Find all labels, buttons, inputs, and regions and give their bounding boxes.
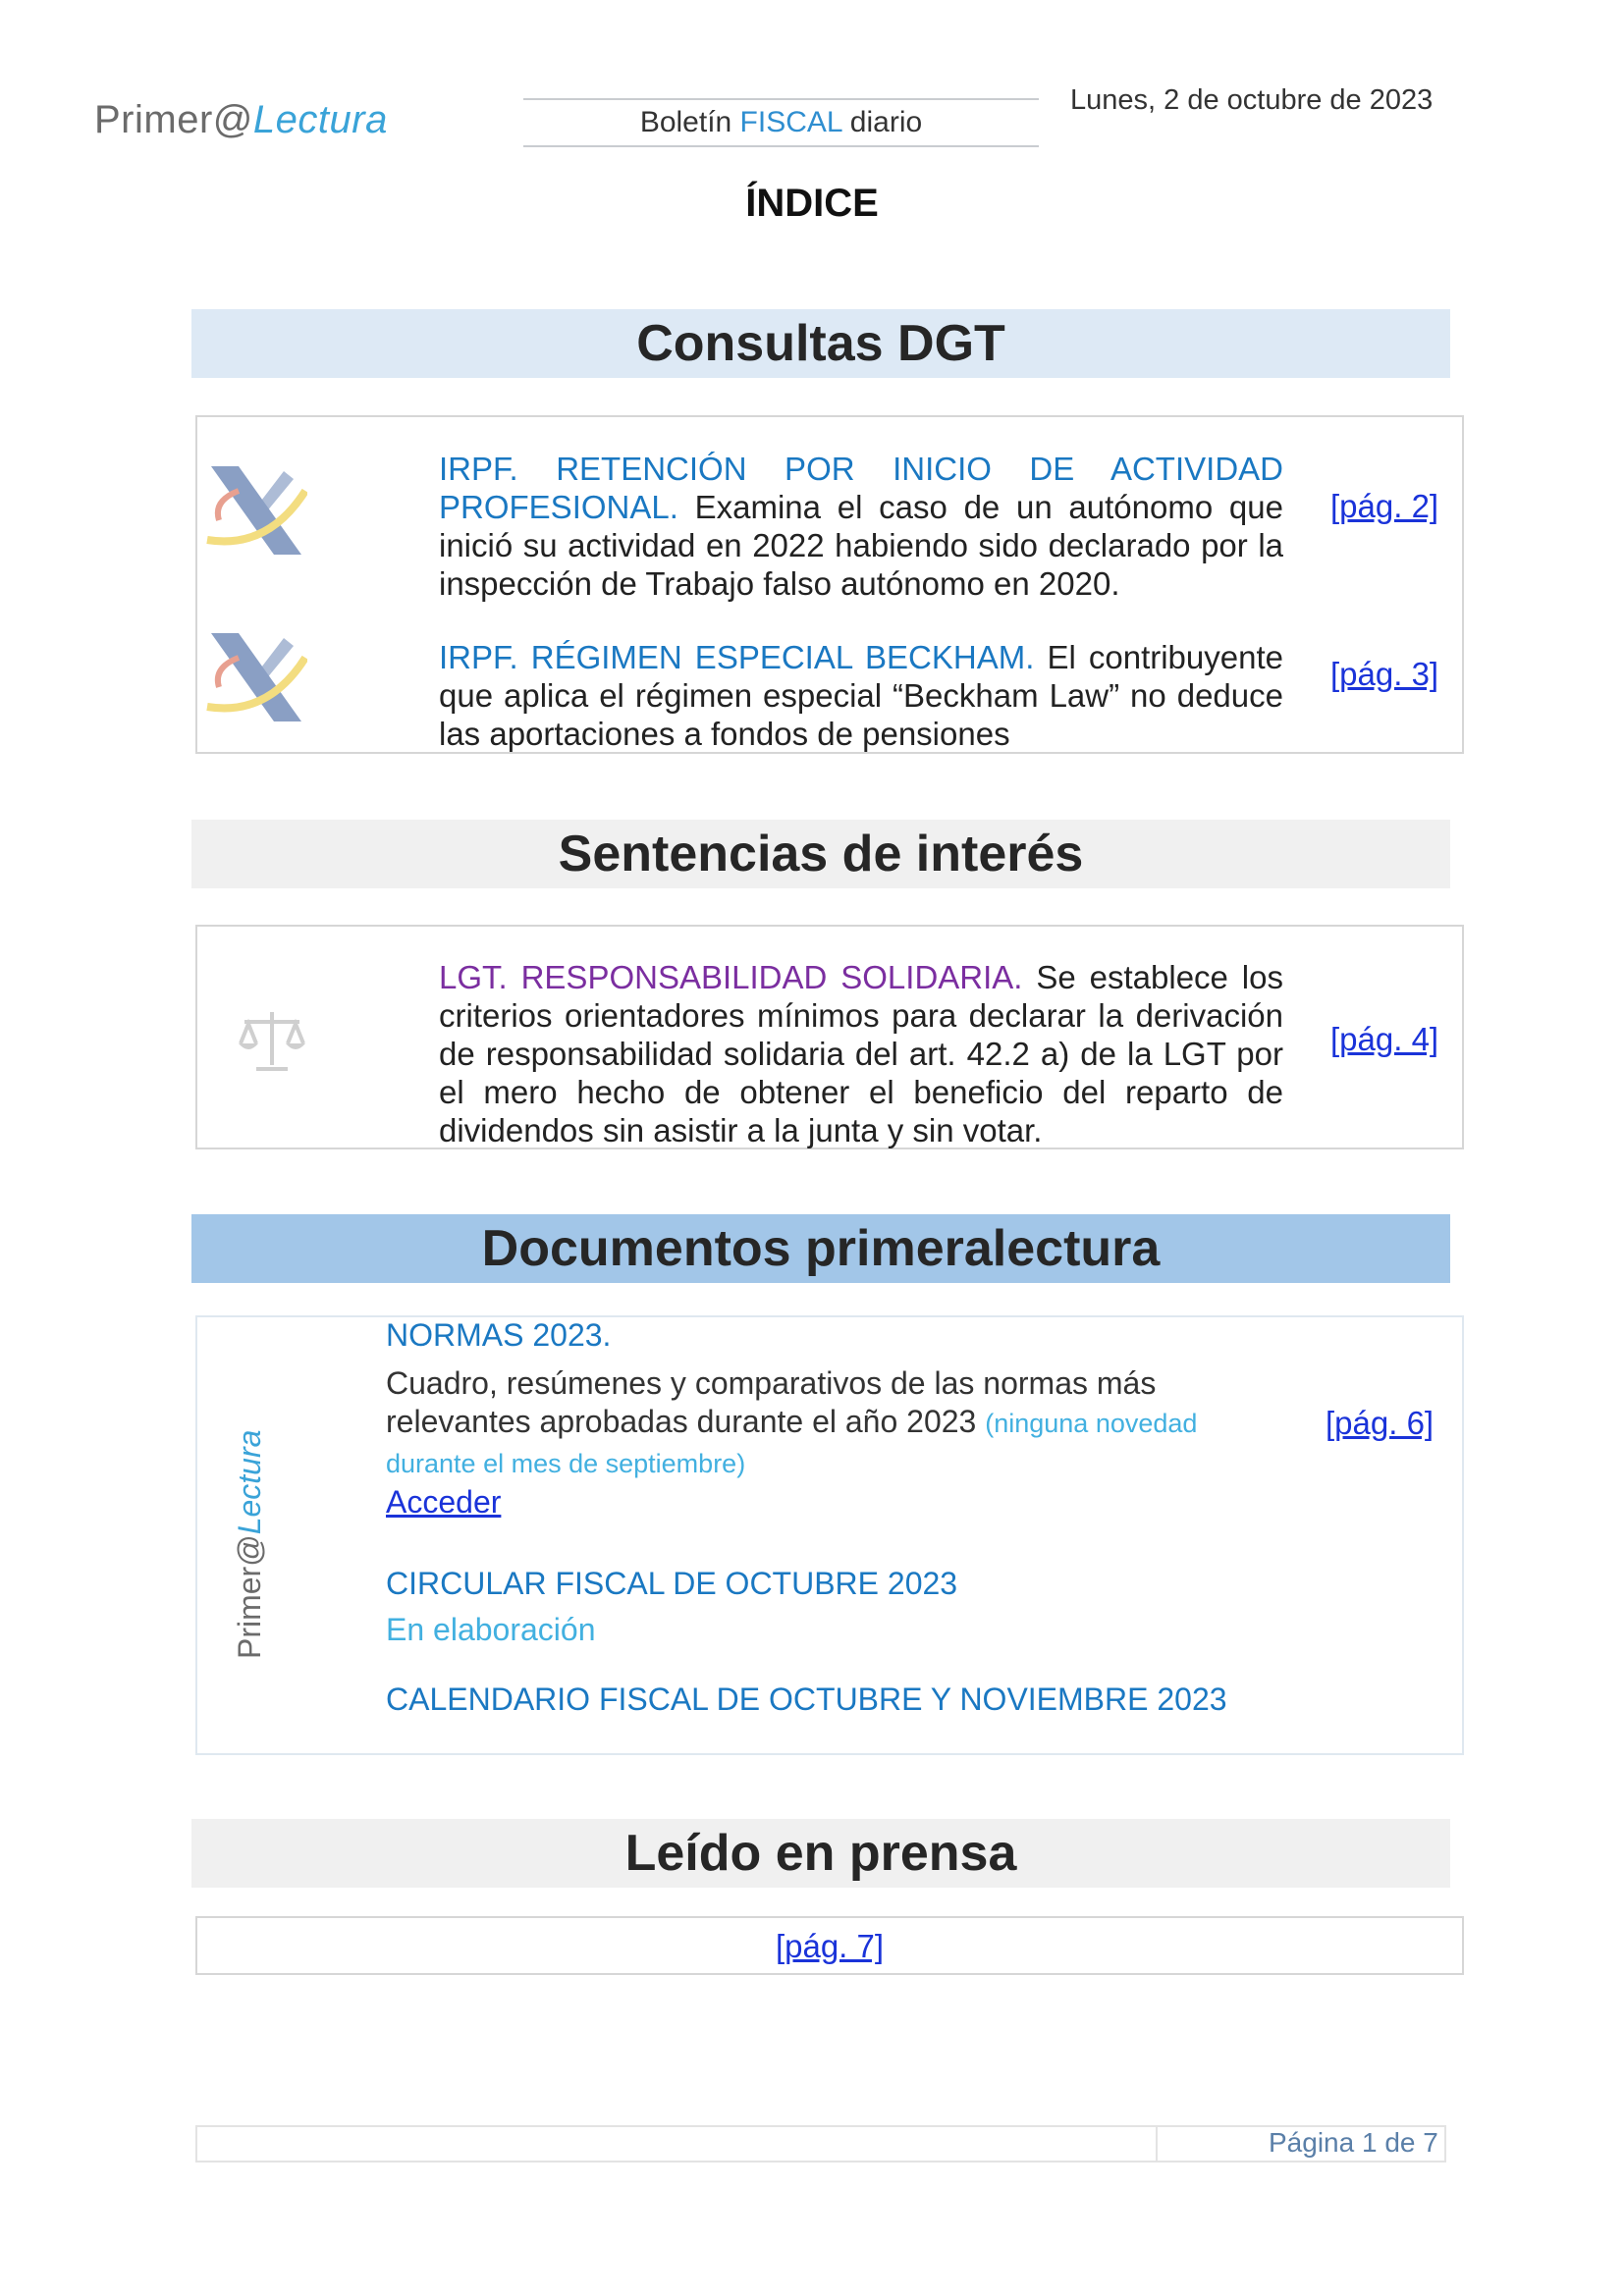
vertical-logo-part2: Lectura bbox=[232, 1429, 267, 1535]
section-title-sentencias: Sentencias de interés bbox=[191, 820, 1450, 888]
section-title-documentos: Documentos primeralectura bbox=[191, 1214, 1450, 1283]
normas-note: (ninguna novedad durante el mes de septiembre) bbox=[386, 1409, 1198, 1478]
calendario-title[interactable]: CALENDARIO FISCAL DE OCTUBRE Y NOVIEMBRE 2023 bbox=[386, 1682, 1227, 1717]
consulta-text: El contribuyente que aplica el régimen especial “Beckham Law” no deduce las aportaciones a fondos de pensiones bbox=[439, 639, 1283, 752]
consulta-entry-2 bbox=[439, 638, 1283, 753]
bulletin-prefix: Boletín bbox=[639, 106, 740, 138]
footer-bar bbox=[195, 2125, 1446, 2163]
consulta-heading[interactable]: IRPF. RETENCIÓN POR INICIO DE ACTIVIDAD PROFESIONAL. bbox=[439, 451, 1283, 525]
section-title-prensa: Leído en prensa bbox=[191, 1819, 1450, 1888]
normas-text: Cuadro, resúmenes y comparativos de las normas más relevantes aprobadas durante el año 2023 bbox=[386, 1365, 1157, 1439]
acceder-link[interactable]: Acceder bbox=[386, 1484, 502, 1520]
page-number: Página 1 de 7 bbox=[1269, 2127, 1438, 2158]
brand-logo-part2: Lectura bbox=[252, 98, 388, 141]
page-link[interactable]: [pág. 6] bbox=[1326, 1405, 1435, 1441]
aeat-logo-icon bbox=[199, 461, 307, 560]
vertical-brand-logo bbox=[232, 1430, 268, 1659]
bulletin-highlight: FISCAL bbox=[739, 106, 842, 138]
page-link[interactable]: [pág. 7] bbox=[775, 1928, 885, 1964]
normas-description bbox=[386, 1364, 1230, 1483]
consulta-entry-1 bbox=[439, 450, 1283, 603]
footer-divider bbox=[1156, 2127, 1158, 2161]
page-link[interactable]: [pág. 3] bbox=[1330, 656, 1439, 692]
circular-status: En elaboración bbox=[386, 1612, 596, 1647]
vertical-logo-part1: Primer@ bbox=[232, 1534, 267, 1659]
aeat-logo-icon bbox=[199, 628, 307, 726]
brand-logo bbox=[94, 98, 388, 142]
bulletin-title bbox=[523, 98, 1039, 147]
page-link[interactable]: [pág. 4] bbox=[1330, 1021, 1439, 1057]
scales-of-justice-icon bbox=[237, 1008, 307, 1073]
sentencia-entry bbox=[439, 958, 1283, 1149]
normas-title bbox=[386, 1317, 611, 1354]
consulta-text: Examina el caso de un autónomo que inició su actividad en 2022 habiendo sido declarado por la inspección de Trabajo falso autónomo en 2020. bbox=[439, 489, 1283, 602]
brand-logo-part1: Primer@ bbox=[94, 98, 253, 141]
index-title: ÍNDICE bbox=[745, 182, 879, 225]
sentencia-heading[interactable]: LGT. RESPONSABILIDAD SOLIDARIA. bbox=[439, 959, 1023, 995]
consulta-heading[interactable]: IRPF. RÉGIMEN ESPECIAL BECKHAM. bbox=[439, 639, 1035, 675]
section-title-consultas: Consultas DGT bbox=[191, 309, 1450, 378]
sentencia-text: Se establece los criterios orientadores mínimos para declarar la derivación de responsabilidad solidaria del art. 42.2 a) de la LGT por el mero hecho de obtener el beneficio del reparto de dividendos sin asistir a la junta y sin votar. bbox=[439, 959, 1283, 1148]
normas-title-text[interactable]: NORMAS 2023 bbox=[386, 1317, 603, 1353]
page-link[interactable]: [pág. 2] bbox=[1330, 488, 1439, 524]
normas-title-dot: . bbox=[602, 1317, 612, 1353]
circular-title[interactable]: CIRCULAR FISCAL DE OCTUBRE 2023 bbox=[386, 1566, 958, 1601]
bulletin-date: Lunes, 2 de octubre de 2023 bbox=[1070, 84, 1434, 116]
bulletin-suffix: diario bbox=[841, 106, 923, 138]
